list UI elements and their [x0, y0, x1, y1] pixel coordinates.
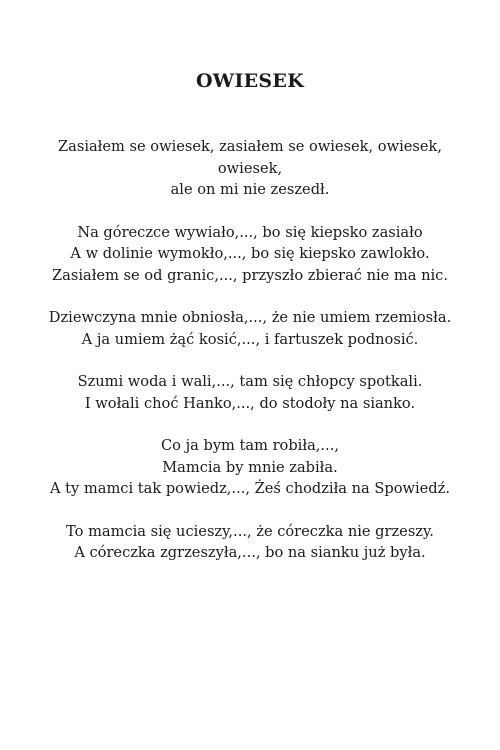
stanza-5 — [0, 435, 500, 500]
poem-line: Mamcia by mnie zabiła. — [162, 458, 338, 476]
poem-line: I wołali choć Hanko,..., do stodoły na sianko. — [84, 394, 416, 412]
poem-line: ale on mi nie zeszedł. — [170, 181, 330, 198]
poem-line: Dziewczyna mnie obniosła,..., że nie umiem rzemiosła. — [48, 309, 452, 326]
poem-line: Zasiałem se od granic,..., przyszło zbierać nie ma nic. — [52, 266, 448, 284]
poem-line: A córeczka zgrzeszyła,..., bo na sianku już była. — [74, 544, 426, 561]
stanza-2 — [0, 222, 500, 287]
poem-line: A ja umiem żąć kosić,..., i fartuszek podnosić. — [81, 330, 419, 348]
poem-line: Co ja bym tam robiła,..., — [161, 437, 339, 454]
poem-line: Na góreczce wywiało,..., bo się kiepsko zasiało — [77, 223, 423, 241]
poem-line: A w dolinie wymokło,..., bo się kiepsko zawlokło. — [70, 245, 430, 262]
poem-line: To mamcia się ucieszy,..., że córeczka nie grzeszy. — [66, 522, 434, 540]
poem-line: owiesek, — [217, 159, 283, 177]
stanza-4 — [0, 371, 500, 414]
poem-title: OWIESEK — [195, 70, 305, 92]
poem-line: A ty mamci tak powiedz,..., Żeś chodziła na Spowiedź. — [50, 480, 450, 497]
poem-line: Szumi woda i wali,..., tam się chłopcy spotkali. — [77, 373, 423, 390]
stanza-3 — [0, 307, 500, 350]
poem-line: Zasiałem se owiesek, zasiałem se owiesek, owiesek, — [57, 138, 442, 155]
stanza-6 — [0, 521, 500, 564]
stanza-1 — [0, 136, 500, 201]
